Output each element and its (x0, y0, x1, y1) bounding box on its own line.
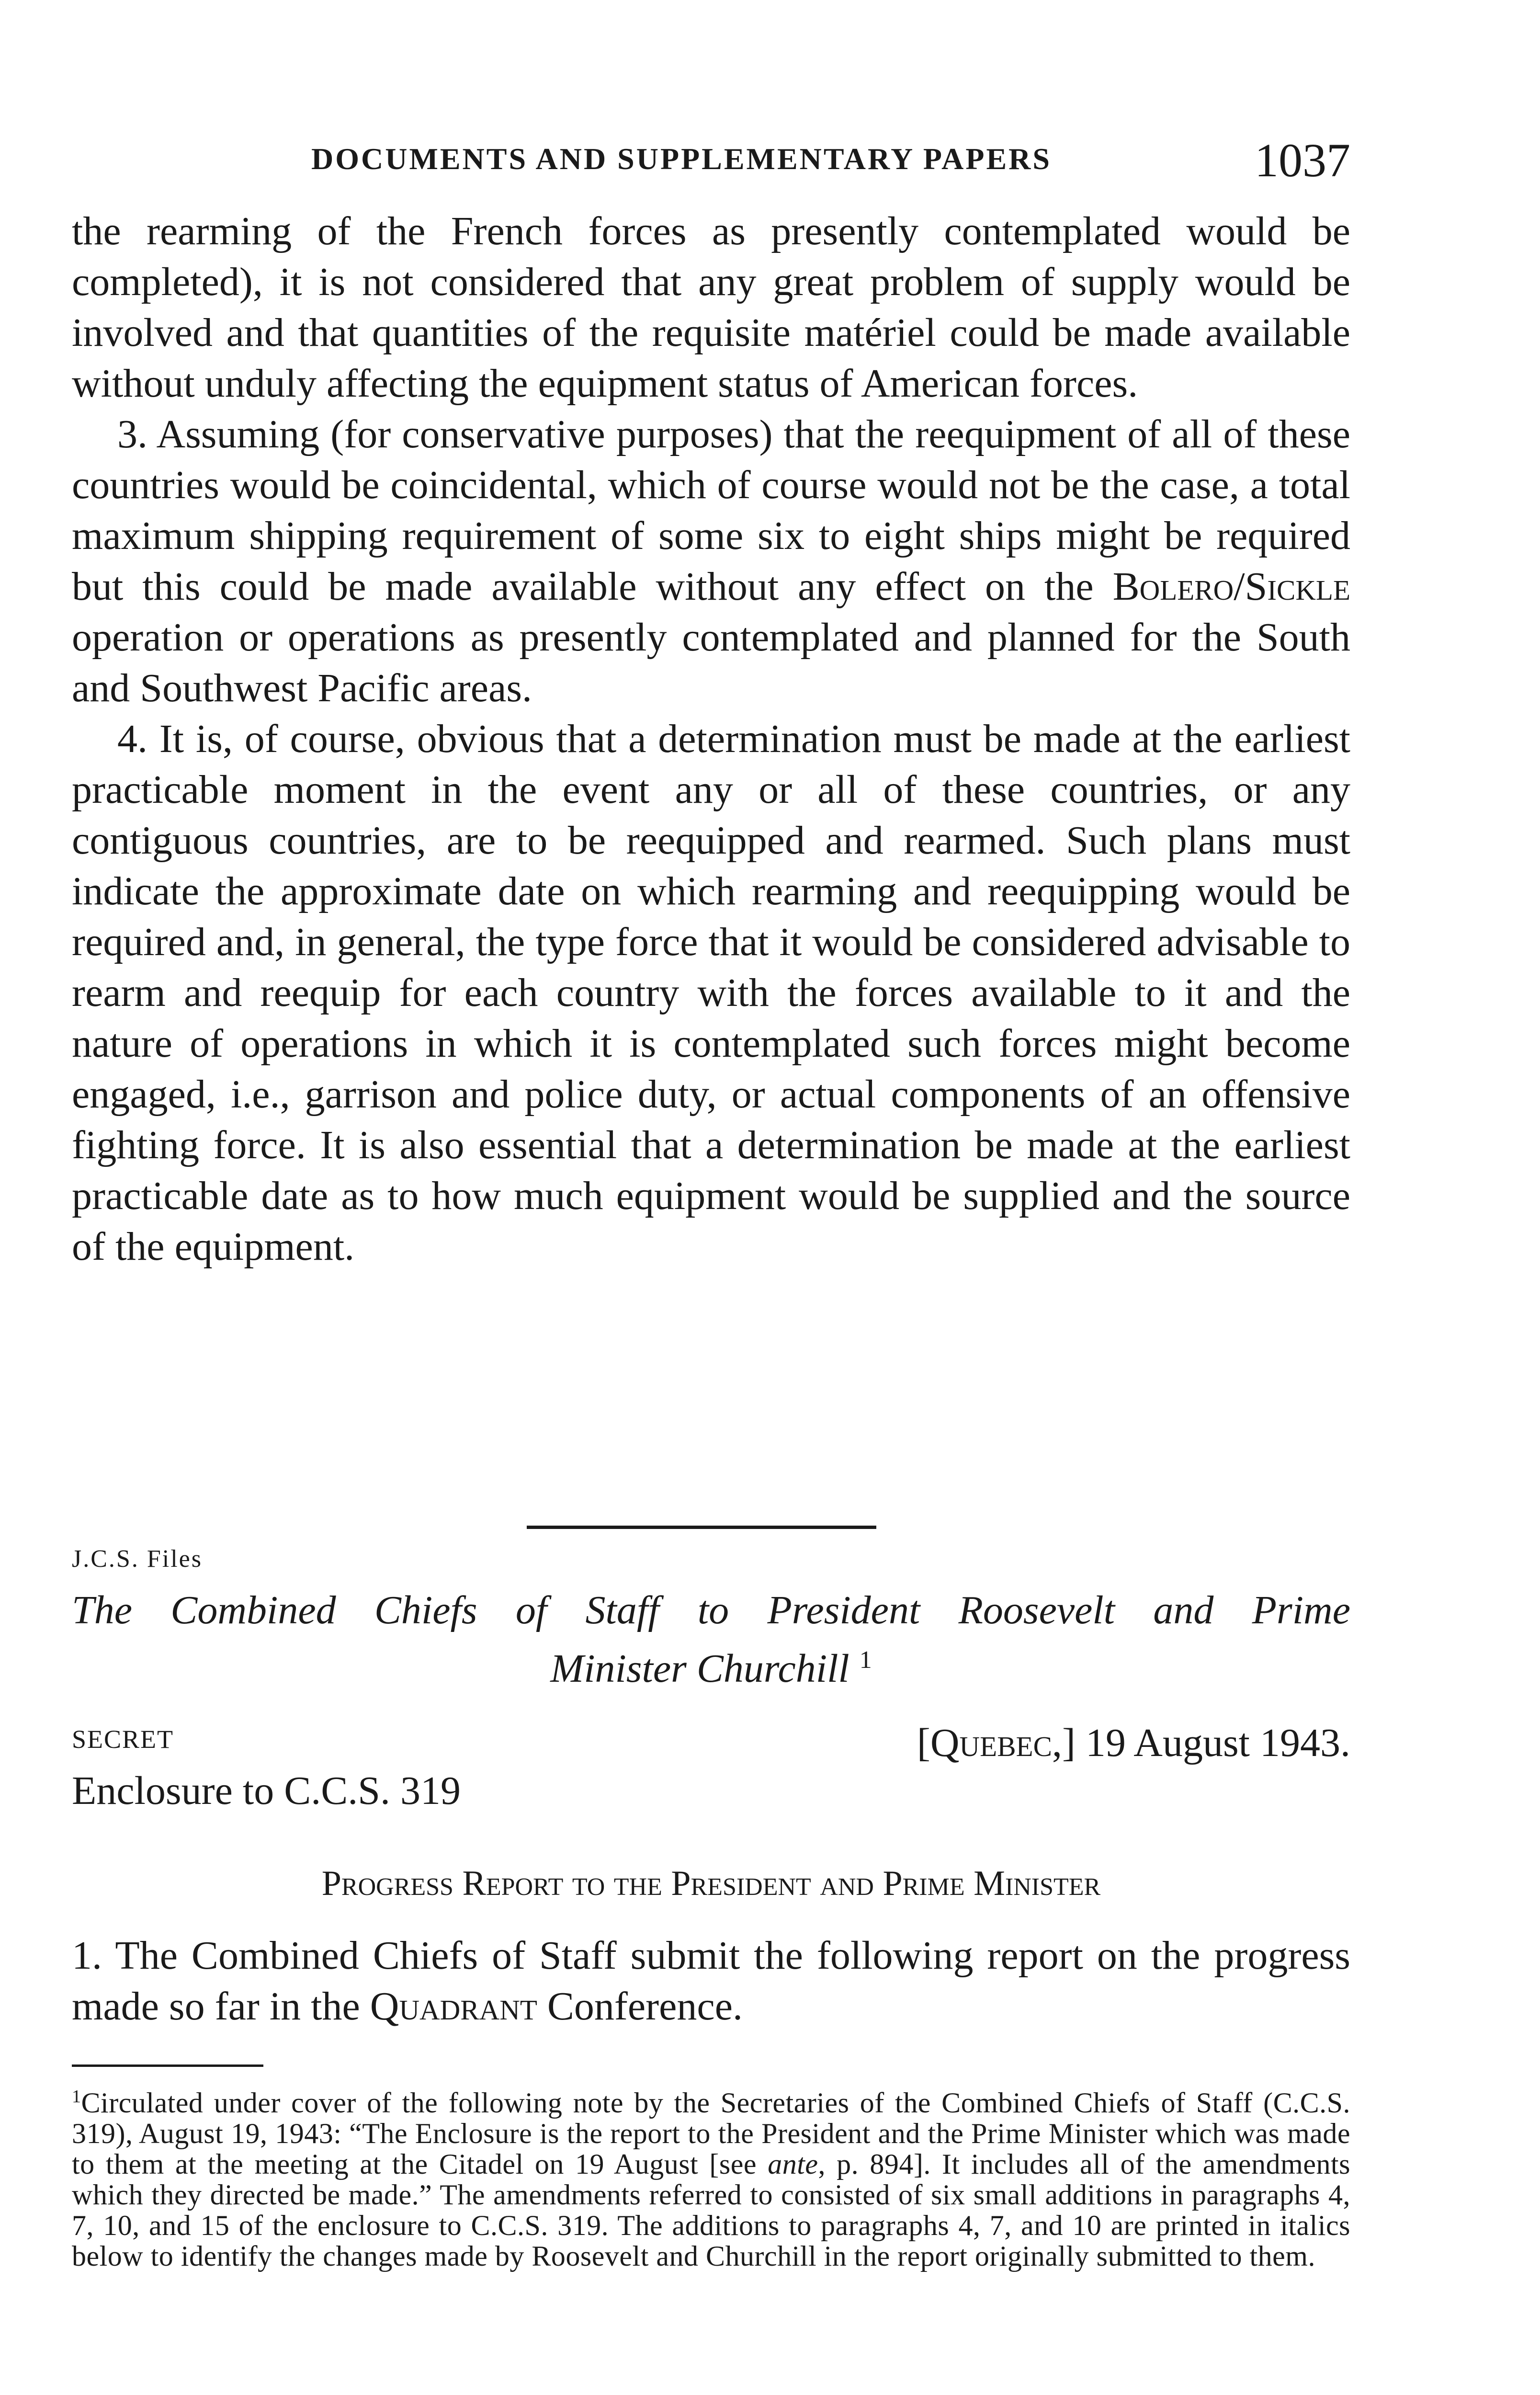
running-title: DOCUMENTS AND SUPPLEMENTARY PAPERS (311, 142, 1052, 176)
footnote-ante: ante (768, 2148, 818, 2180)
footnote (72, 2081, 1350, 2271)
report-paragraph-1-text-end: Conference. (547, 1984, 743, 2029)
section-divider (527, 1526, 876, 1529)
enclosure-label: Enclosure to C.C.S. 319 (72, 1768, 461, 1813)
report-heading: Progress Report to the President and Prime Minister (321, 1864, 1101, 1903)
place-bracket-close: ,] (1052, 1721, 1076, 1765)
document-title-line-2 (72, 1635, 1350, 1694)
footnote-text-end: , p. 894]. It includes all of the amendments which they directed be made.” The amendments referred to consisted of six small additions in paragraphs 4, 7, 10, and 15 of the enclosure to C.C.S. 319. The additions to paragraphs 4, 7, and 10 are printed in italics below to identify the changes made by Roosevelt and Churchill in the report originally submitted to them. (72, 2148, 1351, 2272)
footnote-divider (72, 2064, 263, 2067)
paragraph-3-text-start: 3. Assuming (for conservative purposes) that the reequipment of all of these countries would be coincidental, which of course would not be the case, a total maximum shipping requirement of some six to eight ships might be required but this could be made available without any effect on the (72, 412, 1350, 609)
paragraph-continued: the rearming of the French forces as presently contemplated would be completed), it is not considered that any great problem of supply would be involved and that quantities of the requisite matériel could be made available without unduly affecting the equipment status of American forces. (72, 209, 1350, 406)
running-head (72, 134, 1350, 189)
paragraph-3-text-end: operation or operations as presently contemplated and planned for the South and Southwest Pacific areas. (72, 615, 1350, 710)
place-date (917, 1720, 1350, 1766)
report-paragraph-1-text-start: 1. The Combined Chiefs of Staff submit the following report on the progress made so far in the (72, 1933, 1350, 2029)
place-bracket-open: [ (917, 1721, 930, 1765)
footnote-text-start: Circulated under cover of the following note by the Secretaries of the Combined Chiefs of Staff (C.C.S. 319), August 19, 1943: “The Enclosure is the report to the President and the Prime Minister which was made to them at the meeting at the Citadel on 19 August [see (72, 2087, 1350, 2180)
document-title-line-1: The Combined Chiefs of Staff to President Roosevelt and Prime (72, 1588, 1350, 1632)
date: 19 August 1943. (1085, 1721, 1350, 1765)
footnote-marker: 1 (72, 2087, 81, 2107)
page-number: 1037 (1255, 134, 1350, 187)
conference-codename: Quadrant (370, 1984, 537, 2029)
source-label: J.C.S. Files (72, 1545, 203, 1573)
document-page (72, 0, 1350, 2395)
operation-codename: Bolero/Sickle (1112, 564, 1351, 609)
report-paragraph-1 (72, 1930, 1350, 2032)
document-title (72, 1585, 1350, 1694)
classification-label: SECRET (72, 1725, 174, 1754)
body-text (72, 206, 1350, 1272)
paragraph-4: 4. It is, of course, obvious that a determination must be made at the earliest practicable moment in the event any or all of these countries, or any contiguous countries, are to be reequipped and rearmed. Such plans must indicate the approximate date on which rearming and reequipping would be required and, in general, the type force that it would be considered advisable to rearm and reequip for each country with the forces available to it and the nature of operations in which it is contemplated such forces might become engaged, i.e., garrison and police duty, or actual components of an offensive fighting force. It is also essential that a determination be made at the earliest practicable date as to how much equipment would be supplied and the source of the equipment. (72, 717, 1350, 1269)
paragraph-3 (72, 409, 1350, 714)
footnote-reference: 1 (859, 1646, 872, 1674)
place: Quebec (930, 1721, 1052, 1765)
document-title-line-2-text: Minister Churchill (550, 1646, 849, 1691)
